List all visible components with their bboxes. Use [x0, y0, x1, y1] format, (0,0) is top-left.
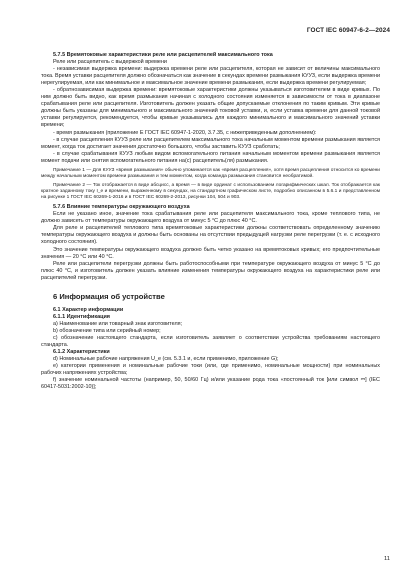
section-5-7-5-title: 5.7.5 Времятоковые характеристики реле или расцепителей максимального тока [53, 52, 273, 58]
document-body [41, 52, 380, 391]
paragraph: Реле или расцепители перегрузки должны быть работоспособными при температуре окружающего воздуха от минус 5 °С до плюс 40 °С, и изготовитель должен указать влияние изменения температуры окружающего воздуха на характеристики реле или расцепителей перегрузки. [41, 260, 380, 281]
paragraph: Для реле и расцепителей теплового типа времятоковые характеристики должны соответствовать определенному значению температуры окружающего воздуха и должны быть основаны на отсутствии предыдущей нагрузки реле перегрузки (т. е. с исходного холодного состояния). [41, 225, 380, 246]
list-item-e: е) категории применения и номинальные рабочие токи (или, где применимо, номинальные мощности) при номинальных рабочих напряжениях устройства; [41, 363, 380, 377]
paragraph: Это значение температуры окружающего воздуха должно быть четко указано на времятоковых кривых; его предпочтительные значения — 20 °С или 40 °С. [41, 246, 380, 260]
paragraph: Если не указано иное, значение тока срабатывания реле или расцепителя максимального тока, кроме теплового типа, не должно зависеть от температуры окружающего воздуха от минус 5 °С до плюс 40 °С. [41, 211, 380, 225]
list-item-b: b) обозначение типа или серийный номер; [53, 327, 161, 334]
section-5-7-6-title: 5.7.6 Влияние температуры окружающего воздуха [53, 204, 190, 211]
section-6-1-2-title: 6.1.2 Характеристики [53, 349, 110, 356]
list-item-f: f) значение номинальной частоты (например, 50, 50/60 Гц) и/или указание рода тока «постоянный ток [или символ ⎓] (IEC 60417-5031:2002-10)]; [41, 377, 380, 391]
list-item-a: а) Наименование или товарный знак изготовителя; [53, 320, 183, 327]
paragraph: Реле или расцепитель с выдержкой времени [53, 59, 167, 66]
section-6-1-1-title: 6.1.1 Идентификация [53, 313, 110, 320]
paragraph: - независимая выдержка времени: выдержка времени реле или расцепителя, которая не зависит от величины максимального тока. Время уставки расцепителя должно обозначаться как значение в секундах времени размыкания КУУЗ, если выдержка времени нерегулируемая, или как минимальное и максимальное значение времени размыкания, если выдержка времени регулируемая; [41, 66, 380, 87]
list-item-d: d) Номинальные рабочие напряжения U_e (см. 5.3.1 и, если применимо, приложение G); [53, 356, 279, 363]
paragraph: - в случае срабатывания КУУЗ любым видом вспомогательного питания начальным моментом времени размыкания является момент подачи или снятия вспомогательного питания на(с) расцепитель(ля) размыкания. [41, 150, 380, 164]
note-1: Примечание 1 — Для КУУЗ «время размыкания» обычно упоминается как «время расцепления», хотя время расцепления относится ко времени между начальным моментом времени размыкания и тем моментом, когда команда размыкания становится необратимой. [41, 167, 380, 179]
note-2: Примечание 2 — Ток отображается в виде абсцисс, а время — в виде ординат с использованием логарифмических шкал. Ток отображается как кратное заданному току I_e и времени, выраженному в секундах, на стандартном графическом листе, подробно описанном в 5.6.1 и представленном на рисунке 1 ГОСТ IEC 60269-1-2016 и в ГОСТ IEC 60269-2-2013, рисунки 104, 504 и 903. [41, 182, 380, 201]
standard-header: ГОСТ IEC 60947-6-2—2024 [306, 27, 390, 34]
paragraph: - время размыкания (приложение Е ГОСТ IEC 60947-1-2020, 3.7.35, с нижеприведенным дополнением): [53, 129, 317, 136]
chapter-6-title: 6 Информация об устройстве [53, 291, 165, 301]
paragraph: - в случае расцепления КУУЗ реле или расцепителем максимального тока начальным моментом времени размыкания является момент, когда ток достигает значения достаточно большого, чтобы заставить КУУЗ сработать; [41, 136, 380, 150]
paragraph: - обратнозависимая выдержка времени: времятоковые характеристики должны указываться изготовителем в виде кривых. По ним должно быть видно, как время размыкания начиная с холодного состояния изменяется в зависимости от тока в диапазоне срабатывания реле или расцепителя. Изготовитель должен указать общие допускаемые отклонения по таким кривым. Эти кривые должны быть указаны для минимального и максимального значений токовой уставки, и, если уставка времени для данной токовой уставки регулируется, рекомендуется, чтобы кривые указывались для каждого минимального и максимального значений уставки времени; [41, 87, 380, 129]
list-item-c: с) обозначение настоящего стандарта, если изготовитель заявляет о соответствии устройства требованиям настоящего стандарта. [41, 334, 380, 348]
section-6-1-title: 6.1 Характер информации [53, 306, 124, 313]
page-number: 11 [383, 556, 390, 562]
